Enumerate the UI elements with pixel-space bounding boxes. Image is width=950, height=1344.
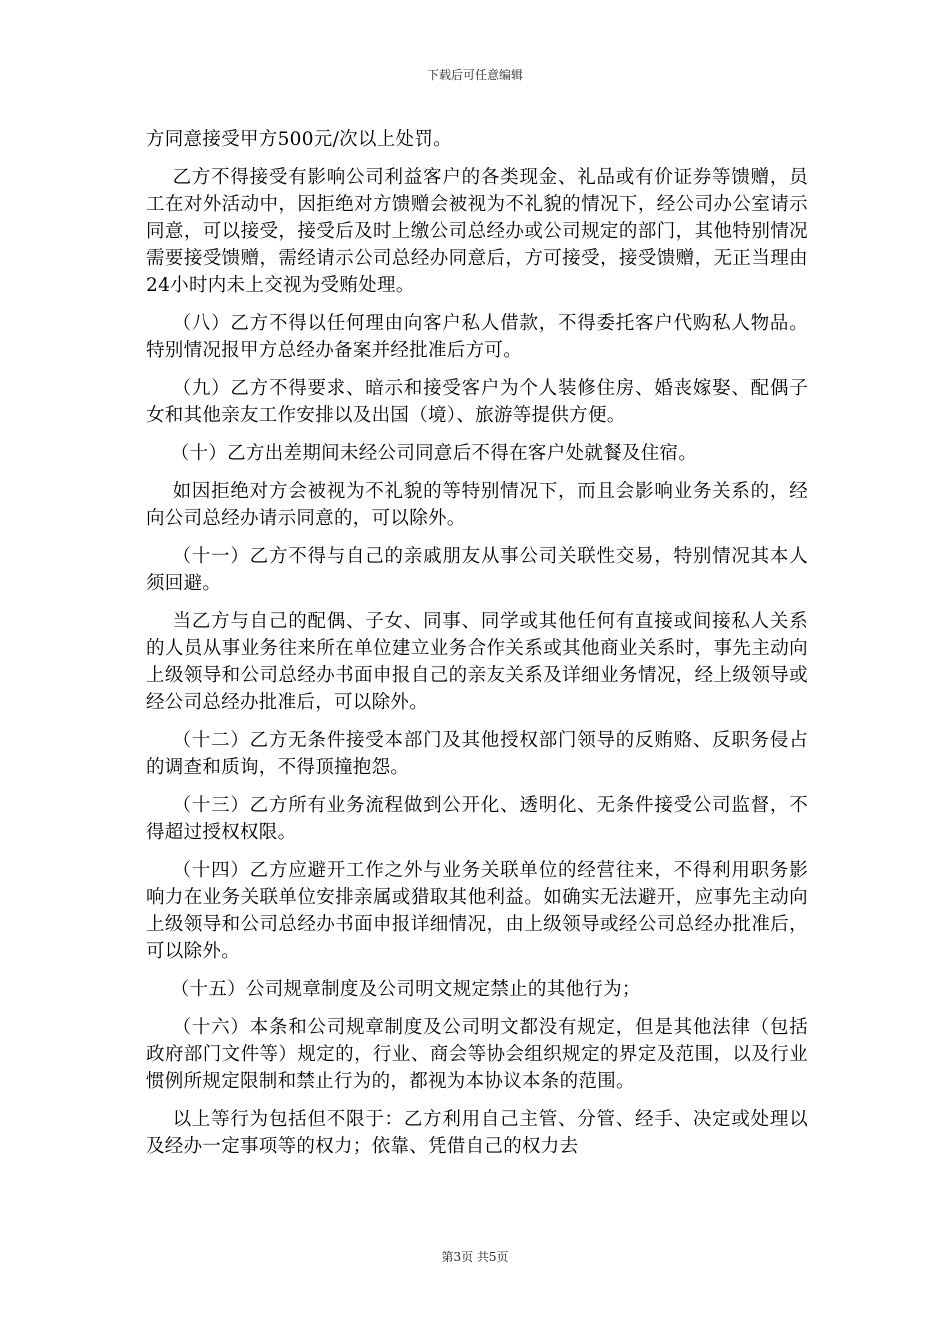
paragraph: 如因拒绝对方会被视为不礼貌的等特别情况下，而且会影响业务关系的，经向公司总经办请示同意的，可以除外。 bbox=[146, 481, 808, 529]
paragraph: 当乙方与自己的配偶、子女、同事、同学或其他任何有直接或间接私人关系的人员从事业务往来所在单位建立业务合作关系或其他商业关系时，事先主动向上级领导和公司总经办书面申报自己的亲友关系及详细业务情况，经上级领导或经公司总经办批准后，可以除外。 bbox=[146, 611, 808, 713]
paragraph: （十六）本条和公司规章制度及公司明文都没有规定，但是其他法律（包括政府部门文件等）规定的，行业、商会等协会组织规定的界定及范围，以及行业惯例所规定限制和禁止行为的，都视为本协议本条的范围。 bbox=[146, 1017, 808, 1092]
paragraph: 乙方不得接受有影响公司利益客户的各类现金、礼品或有价证券等馈赠，员工在对外活动中，因拒绝对方馈赠会被视为不礼貌的情况下，经公司办公室请示同意，可以接受，接受后及时上缴公司总经办或公司规定的部门，其他特别情况需要接受馈赠，需经请示公司总经办同意后，方可接受，接受馈赠，无正当理由24小时内未上交视为受贿处理。 bbox=[146, 167, 808, 296]
paragraph: （十四）乙方应避开工作之外与业务关联单位的经营往来，不得利用职务影响力在业务关联单位安排亲属或猎取其他利益。如确实无法避开，应事先主动向上级领导和公司总经办书面申报详细情况，由上级领导或经公司总经办批准后，可以除外。 bbox=[146, 860, 808, 962]
paragraph: （八）乙方不得以任何理由向客户私人借款，不得委托客户代购私人物品。特别情况报甲方总经办备案并经批准后方可。 bbox=[146, 313, 808, 361]
paragraph: 以上等行为包括但不限于：乙方利用自己主管、分管、经手、决定或处理以及经办一定事项等的权力；依靠、凭借自己的权力去 bbox=[146, 1109, 808, 1157]
paragraph: （十三）乙方所有业务流程做到公开化、透明化、无条件接受公司监督，不得超过授权权限。 bbox=[146, 795, 808, 843]
paragraph: 方同意接受甲方500元/次以上处罚。 bbox=[146, 129, 452, 150]
paragraph: （九）乙方不得要求、暗示和接受客户为个人装修住房、婚丧嫁娶、配偶子女和其他亲友工作安排以及出国（境）、旅游等提供方便。 bbox=[146, 378, 808, 426]
page-footer: 第3页 共5页 bbox=[441, 1250, 509, 1264]
document-body bbox=[146, 126, 808, 1171]
paragraph: （十）乙方出差期间未经公司同意后不得在客户处就餐及住宿。 bbox=[146, 443, 698, 464]
paragraph: （十一）乙方不得与自己的亲戚朋友从事公司关联性交易，特别情况其本人须回避。 bbox=[146, 546, 808, 594]
page-header: 下载后可任意编辑 bbox=[426, 68, 523, 82]
paragraph: （十五）公司规章制度及公司明文规定禁止的其他行为； bbox=[146, 979, 641, 1000]
paragraph: （十二）乙方无条件接受本部门及其他授权部门领导的反贿赂、反职务侵占的调查和质询，不得顶撞抱怨。 bbox=[146, 730, 808, 778]
